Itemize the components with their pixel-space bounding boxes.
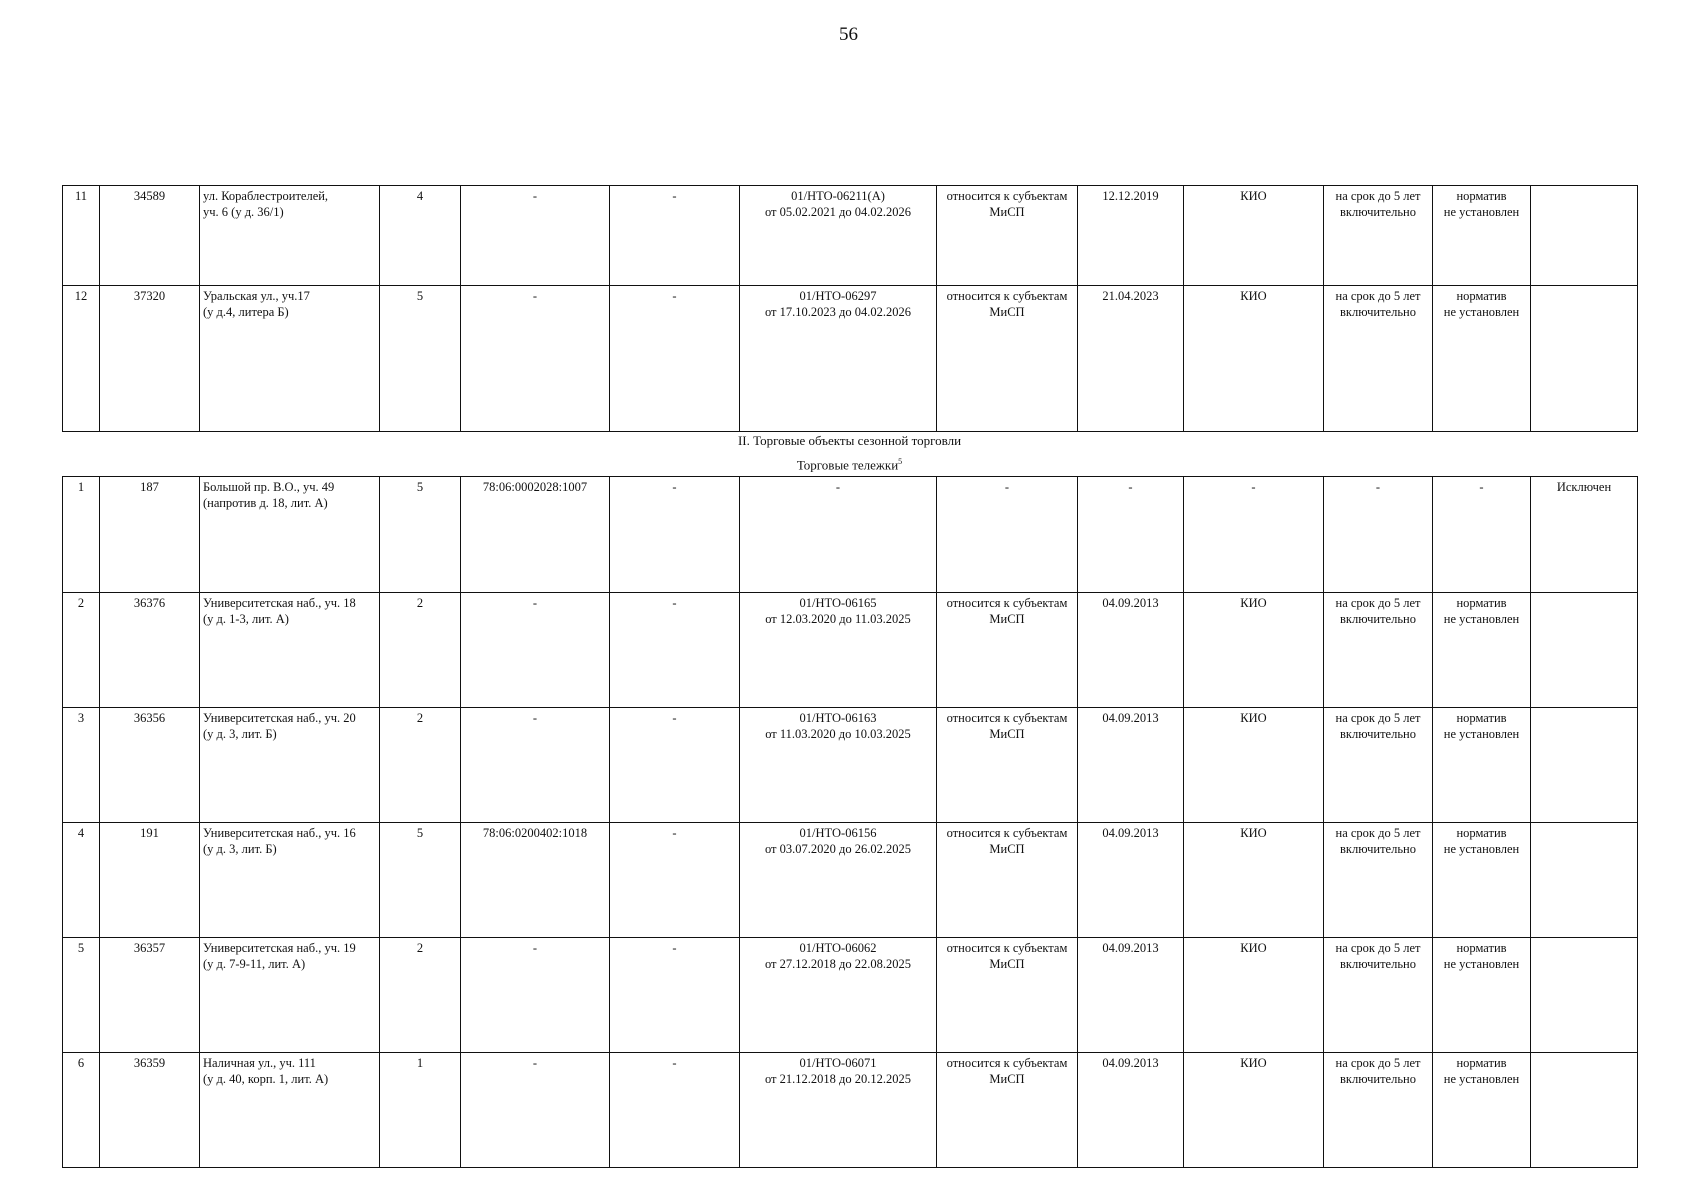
cell-sme-status-text: - [1004,480,1010,494]
cell-object-id [100,286,200,432]
cell-quantity-text: 5 [416,826,424,840]
cell-sme-status [937,823,1078,938]
cell-address-text: Университетская наб., уч. 19 [203,941,356,955]
cell-authority [1184,477,1324,593]
cell-contract-text: 01/НТО-06156 [799,826,877,840]
cell-sme-status-text: относится к субъектам [946,289,1068,303]
cell-inclusion-date-text: 21.04.2023 [1102,289,1159,303]
cell-norm-text: норматив [1456,711,1507,725]
cell-norm [1433,938,1531,1053]
cell-column-6-text: - [672,941,677,955]
cell-authority [1184,938,1324,1053]
cell-inclusion-date [1078,286,1184,432]
cell-cadastral-number [461,708,610,823]
cell-row-number-text: 11 [74,189,88,203]
cell-row-number-text: 4 [77,826,85,840]
cell-note-text: Исключен [1556,480,1612,494]
cell-norm-text: норматив [1456,189,1507,203]
cell-column-6 [610,1053,740,1168]
cell-inclusion-date [1078,1053,1184,1168]
cell-term-text: на срок до 5 лет [1335,596,1421,610]
table-row [63,823,1638,938]
nto-table-part-1 [62,185,1638,432]
cell-object-id [100,1053,200,1168]
cell-sme-status [937,593,1078,708]
cell-quantity-text: 2 [416,711,424,725]
cell-authority [1184,286,1324,432]
cell-contract-text: 01/НТО-06165 [799,596,877,610]
cell-norm [1433,823,1531,938]
cell-column-6 [610,593,740,708]
cell-object-id-text: 37320 [133,289,166,303]
table-row [63,186,1638,286]
cell-quantity [380,938,461,1053]
cell-term-text: на срок до 5 лет [1335,711,1421,725]
page-number: 56 [839,24,858,45]
cell-row-number-text: 5 [77,941,85,955]
cell-address-text: уч. 6 (у д. 36/1) [203,205,284,219]
cell-row-number [63,938,100,1053]
cell-cadastral-number [461,477,610,593]
cell-sme-status [937,286,1078,432]
cell-contract [740,477,937,593]
cell-contract-text: от 27.12.2018 до 22.08.2025 [764,957,912,971]
cell-column-6-text: - [672,289,677,303]
cell-note [1531,477,1638,593]
cell-column-6-text: - [672,596,677,610]
cell-quantity-text: 2 [416,941,424,955]
cell-address-text: Наличная ул., уч. 111 [203,1056,316,1070]
cell-address-text: Университетская наб., уч. 18 [203,596,356,610]
cell-row-number [63,593,100,708]
cell-cadastral-number [461,823,610,938]
cell-column-6-text: - [672,711,677,725]
cell-authority [1184,823,1324,938]
cell-column-6-text: - [672,189,677,203]
cell-inclusion-date [1078,938,1184,1053]
cell-cadastral-number [461,186,610,286]
cell-norm-text: не установлен [1443,727,1520,741]
cell-object-id-text: 191 [140,826,159,840]
cell-cadastral-number [461,286,610,432]
cell-cadastral-number-text: - [532,1056,538,1070]
cell-contract-text: от 11.03.2020 до 10.03.2025 [765,727,911,741]
cell-address [200,286,380,432]
cell-column-6 [610,938,740,1053]
cell-object-id-text: 34589 [133,189,166,203]
cell-cadastral-number-text: - [532,289,538,303]
cell-object-id [100,708,200,823]
cell-address-text: (напротив д. 18, лит. А) [203,496,328,510]
cell-cadastral-number [461,593,610,708]
cell-column-6 [610,477,740,593]
cell-sme-status [937,1053,1078,1168]
cell-inclusion-date-text: 04.09.2013 [1102,941,1159,955]
cell-sme-status-text: МиСП [989,205,1025,219]
cell-cadastral-number-text: 78:06:0200402:1018 [482,826,588,840]
cell-quantity-text: 1 [416,1056,424,1070]
cell-quantity-text: 5 [416,480,424,494]
cell-column-6 [610,286,740,432]
cell-term [1324,286,1433,432]
cell-term-text: включительно [1340,205,1416,219]
cell-norm-text: норматив [1456,941,1507,955]
cell-contract-text: от 17.10.2023 до 04.02.2026 [764,305,912,319]
table-row [63,477,1638,593]
cell-sme-status-text: относится к субъектам [946,189,1068,203]
cell-term-text: на срок до 5 лет [1335,826,1421,840]
cell-column-6 [610,186,740,286]
cell-norm [1433,477,1531,593]
cell-term-text: включительно [1340,612,1416,626]
cell-sme-status-text: МиСП [989,842,1025,856]
table-row [63,286,1638,432]
subsection-title-text: Торговые тележки [796,457,899,473]
cell-sme-status-text: МиСП [989,957,1025,971]
cell-cadastral-number [461,1053,610,1168]
cell-row-number [63,708,100,823]
cell-address [200,708,380,823]
cell-norm-text: норматив [1456,596,1507,610]
cell-sme-status [937,186,1078,286]
cell-term-text: включительно [1340,305,1416,319]
cell-contract-text: 01/НТО-06062 [799,941,877,955]
cell-authority-text: КИО [1240,596,1267,610]
cell-address-text: (у д. 40, корп. 1, лит. А) [203,1072,329,1086]
cell-contract-text: 01/НТО-06071 [799,1056,877,1070]
cell-norm-text: норматив [1456,289,1507,303]
cell-norm [1433,593,1531,708]
cell-norm-text: не установлен [1443,205,1520,219]
cell-sme-status-text: МиСП [989,727,1025,741]
cell-column-6-text: - [672,480,677,494]
cell-norm-text: не установлен [1443,1072,1520,1086]
cell-authority-text: КИО [1240,289,1267,303]
cell-object-id [100,938,200,1053]
cell-quantity [380,708,461,823]
cell-sme-status [937,938,1078,1053]
cell-contract [740,593,937,708]
cell-address-text: ул. Кораблестроителей, [203,189,329,203]
cell-term-text: - [1375,480,1381,494]
cell-object-id [100,186,200,286]
cell-inclusion-date-text: 04.09.2013 [1102,711,1159,725]
cell-norm [1433,708,1531,823]
cell-inclusion-date [1078,186,1184,286]
cell-column-6 [610,823,740,938]
cell-term [1324,1053,1433,1168]
cell-quantity [380,186,461,286]
cell-address-text: Университетская наб., уч. 16 [203,826,356,840]
cell-row-number-text: 6 [77,1056,85,1070]
cell-authority-text: КИО [1240,189,1267,203]
table-row [63,708,1638,823]
cell-column-6-text: - [672,1056,677,1070]
cell-sme-status-text: относится к субъектам [946,711,1068,725]
cell-row-number [63,186,100,286]
cell-sme-status [937,708,1078,823]
cell-object-id [100,823,200,938]
cell-term [1324,477,1433,593]
cell-object-id-text: 36359 [133,1056,166,1070]
cell-row-number [63,477,100,593]
cell-term-text: включительно [1340,1072,1416,1086]
cell-contract-text: 01/НТО-06163 [799,711,877,725]
cell-address-text: (у д. 1-3, лит. А) [203,612,289,626]
cell-row-number-text: 2 [77,596,85,610]
cell-address [200,823,380,938]
cell-contract [740,186,937,286]
cell-cadastral-number-text: - [532,941,538,955]
cell-row-number-text: 12 [74,289,88,303]
cell-address [200,477,380,593]
table-row [63,593,1638,708]
cell-note [1531,593,1638,708]
cell-address-text: (у д.4, литера Б) [203,305,289,319]
cell-contract-text: от 03.07.2020 до 26.02.2025 [764,842,912,856]
cell-object-id-text: 36376 [133,596,166,610]
cell-contract-text: 01/НТО-06297 [799,289,877,303]
cell-note [1531,286,1638,432]
cell-cadastral-number [461,938,610,1053]
cell-authority-text: КИО [1240,711,1267,725]
cell-note [1531,938,1638,1053]
cell-address [200,1053,380,1168]
cell-address-text: (у д. 3, лит. Б) [203,842,277,856]
cell-term [1324,823,1433,938]
cell-inclusion-date-text: 12.12.2019 [1102,189,1159,203]
cell-authority [1184,708,1324,823]
cell-contract-text: от 05.02.2021 до 04.02.2026 [764,205,912,219]
cell-term [1324,186,1433,286]
cell-column-6 [610,708,740,823]
cell-norm-text: норматив [1456,1056,1507,1070]
cell-contract [740,708,937,823]
cell-contract [740,823,937,938]
cell-term-text: на срок до 5 лет [1335,189,1421,203]
cell-sme-status-text: МиСП [989,1072,1025,1086]
cell-object-id [100,477,200,593]
cell-cadastral-number-text: - [532,596,538,610]
cell-cadastral-number-text: - [532,189,538,203]
cell-address [200,593,380,708]
cell-address [200,186,380,286]
cell-note [1531,708,1638,823]
cell-object-id-text: 36356 [133,711,166,725]
cell-contract [740,1053,937,1168]
cell-row-number [63,823,100,938]
cell-term-text: на срок до 5 лет [1335,289,1421,303]
cell-term-text: на срок до 5 лет [1335,941,1421,955]
cell-inclusion-date [1078,593,1184,708]
cell-address-text: Уральская ул., уч.17 [203,289,310,303]
cell-quantity [380,823,461,938]
cell-contract [740,286,937,432]
cell-norm [1433,1053,1531,1168]
cell-address-text: Большой пр. В.О., уч. 49 [203,480,335,494]
cell-inclusion-date-text: 04.09.2013 [1102,596,1159,610]
cell-authority [1184,186,1324,286]
cell-row-number-text: 3 [77,711,85,725]
cell-authority-text: КИО [1240,1056,1267,1070]
cell-object-id [100,593,200,708]
cell-note [1531,823,1638,938]
cell-address-text: Университетская наб., уч. 20 [203,711,356,725]
cell-quantity [380,477,461,593]
cell-sme-status-text: относится к субъектам [946,596,1068,610]
cell-term [1324,708,1433,823]
cell-inclusion-date-text: 04.09.2013 [1102,826,1159,840]
cell-contract-text: - [835,480,841,494]
cell-term-text: на срок до 5 лет [1335,1056,1421,1070]
cell-sme-status-text: относится к субъектам [946,826,1068,840]
cell-norm [1433,186,1531,286]
cell-norm [1433,286,1531,432]
cell-contract [740,938,937,1053]
cell-note [1531,186,1638,286]
table-row [63,938,1638,1053]
footnote-marker: 5 [898,457,903,466]
cell-term-text: включительно [1340,727,1416,741]
cell-sme-status [937,477,1078,593]
section-title: II. Торговые объекты сезонной торговли [737,433,962,448]
cell-address-text: (у д. 3, лит. Б) [203,727,277,741]
nto-table-seasonal-carts [62,476,1638,1168]
cell-object-id-text: 187 [140,480,159,494]
cell-row-number [63,286,100,432]
cell-sme-status-text: МиСП [989,305,1025,319]
cell-authority-text: - [1251,480,1256,494]
cell-term [1324,593,1433,708]
cell-term-text: включительно [1340,957,1416,971]
cell-object-id-text: 36357 [133,941,166,955]
cell-quantity [380,1053,461,1168]
cell-contract-text: 01/НТО-06211(А) [791,189,885,203]
cell-norm-text: не установлен [1443,305,1520,319]
cell-contract-text: от 12.03.2020 до 11.03.2025 [765,612,911,626]
cell-inclusion-date [1078,708,1184,823]
cell-sme-status-text: относится к субъектам [946,1056,1068,1070]
cell-row-number [63,1053,100,1168]
table-row [63,1053,1638,1168]
cell-inclusion-date-text: 04.09.2013 [1102,1056,1159,1070]
cell-address-text: (у д. 7-9-11, лит. А) [203,957,306,971]
cell-sme-status-text: относится к субъектам [946,941,1068,955]
cell-quantity [380,286,461,432]
cell-cadastral-number-text: - [532,711,538,725]
cell-term-text: включительно [1340,842,1416,856]
cell-norm-text: норматив [1456,826,1507,840]
cell-authority-text: КИО [1240,826,1267,840]
cell-note [1531,1053,1638,1168]
cell-norm-text: не установлен [1443,842,1520,856]
cell-row-number-text: 1 [77,480,85,494]
cell-norm-text: не установлен [1443,957,1520,971]
cell-norm-text: - [1479,480,1484,494]
cell-authority [1184,1053,1324,1168]
subsection-title [62,457,1637,473]
cell-quantity-text: 5 [416,289,424,303]
cell-inclusion-date [1078,477,1184,593]
cell-inclusion-date [1078,823,1184,938]
cell-norm-text: не установлен [1443,612,1520,626]
cell-term [1324,938,1433,1053]
cell-authority [1184,593,1324,708]
cell-sme-status-text: МиСП [989,612,1025,626]
cell-inclusion-date-text: - [1128,480,1133,494]
cell-quantity [380,593,461,708]
cell-address [200,938,380,1053]
cell-quantity-text: 4 [416,189,424,203]
cell-cadastral-number-text: 78:06:0002028:1007 [482,480,588,494]
cell-contract-text: от 21.12.2018 до 20.12.2025 [764,1072,912,1086]
cell-quantity-text: 2 [416,596,424,610]
cell-column-6-text: - [672,826,677,840]
cell-authority-text: КИО [1240,941,1267,955]
